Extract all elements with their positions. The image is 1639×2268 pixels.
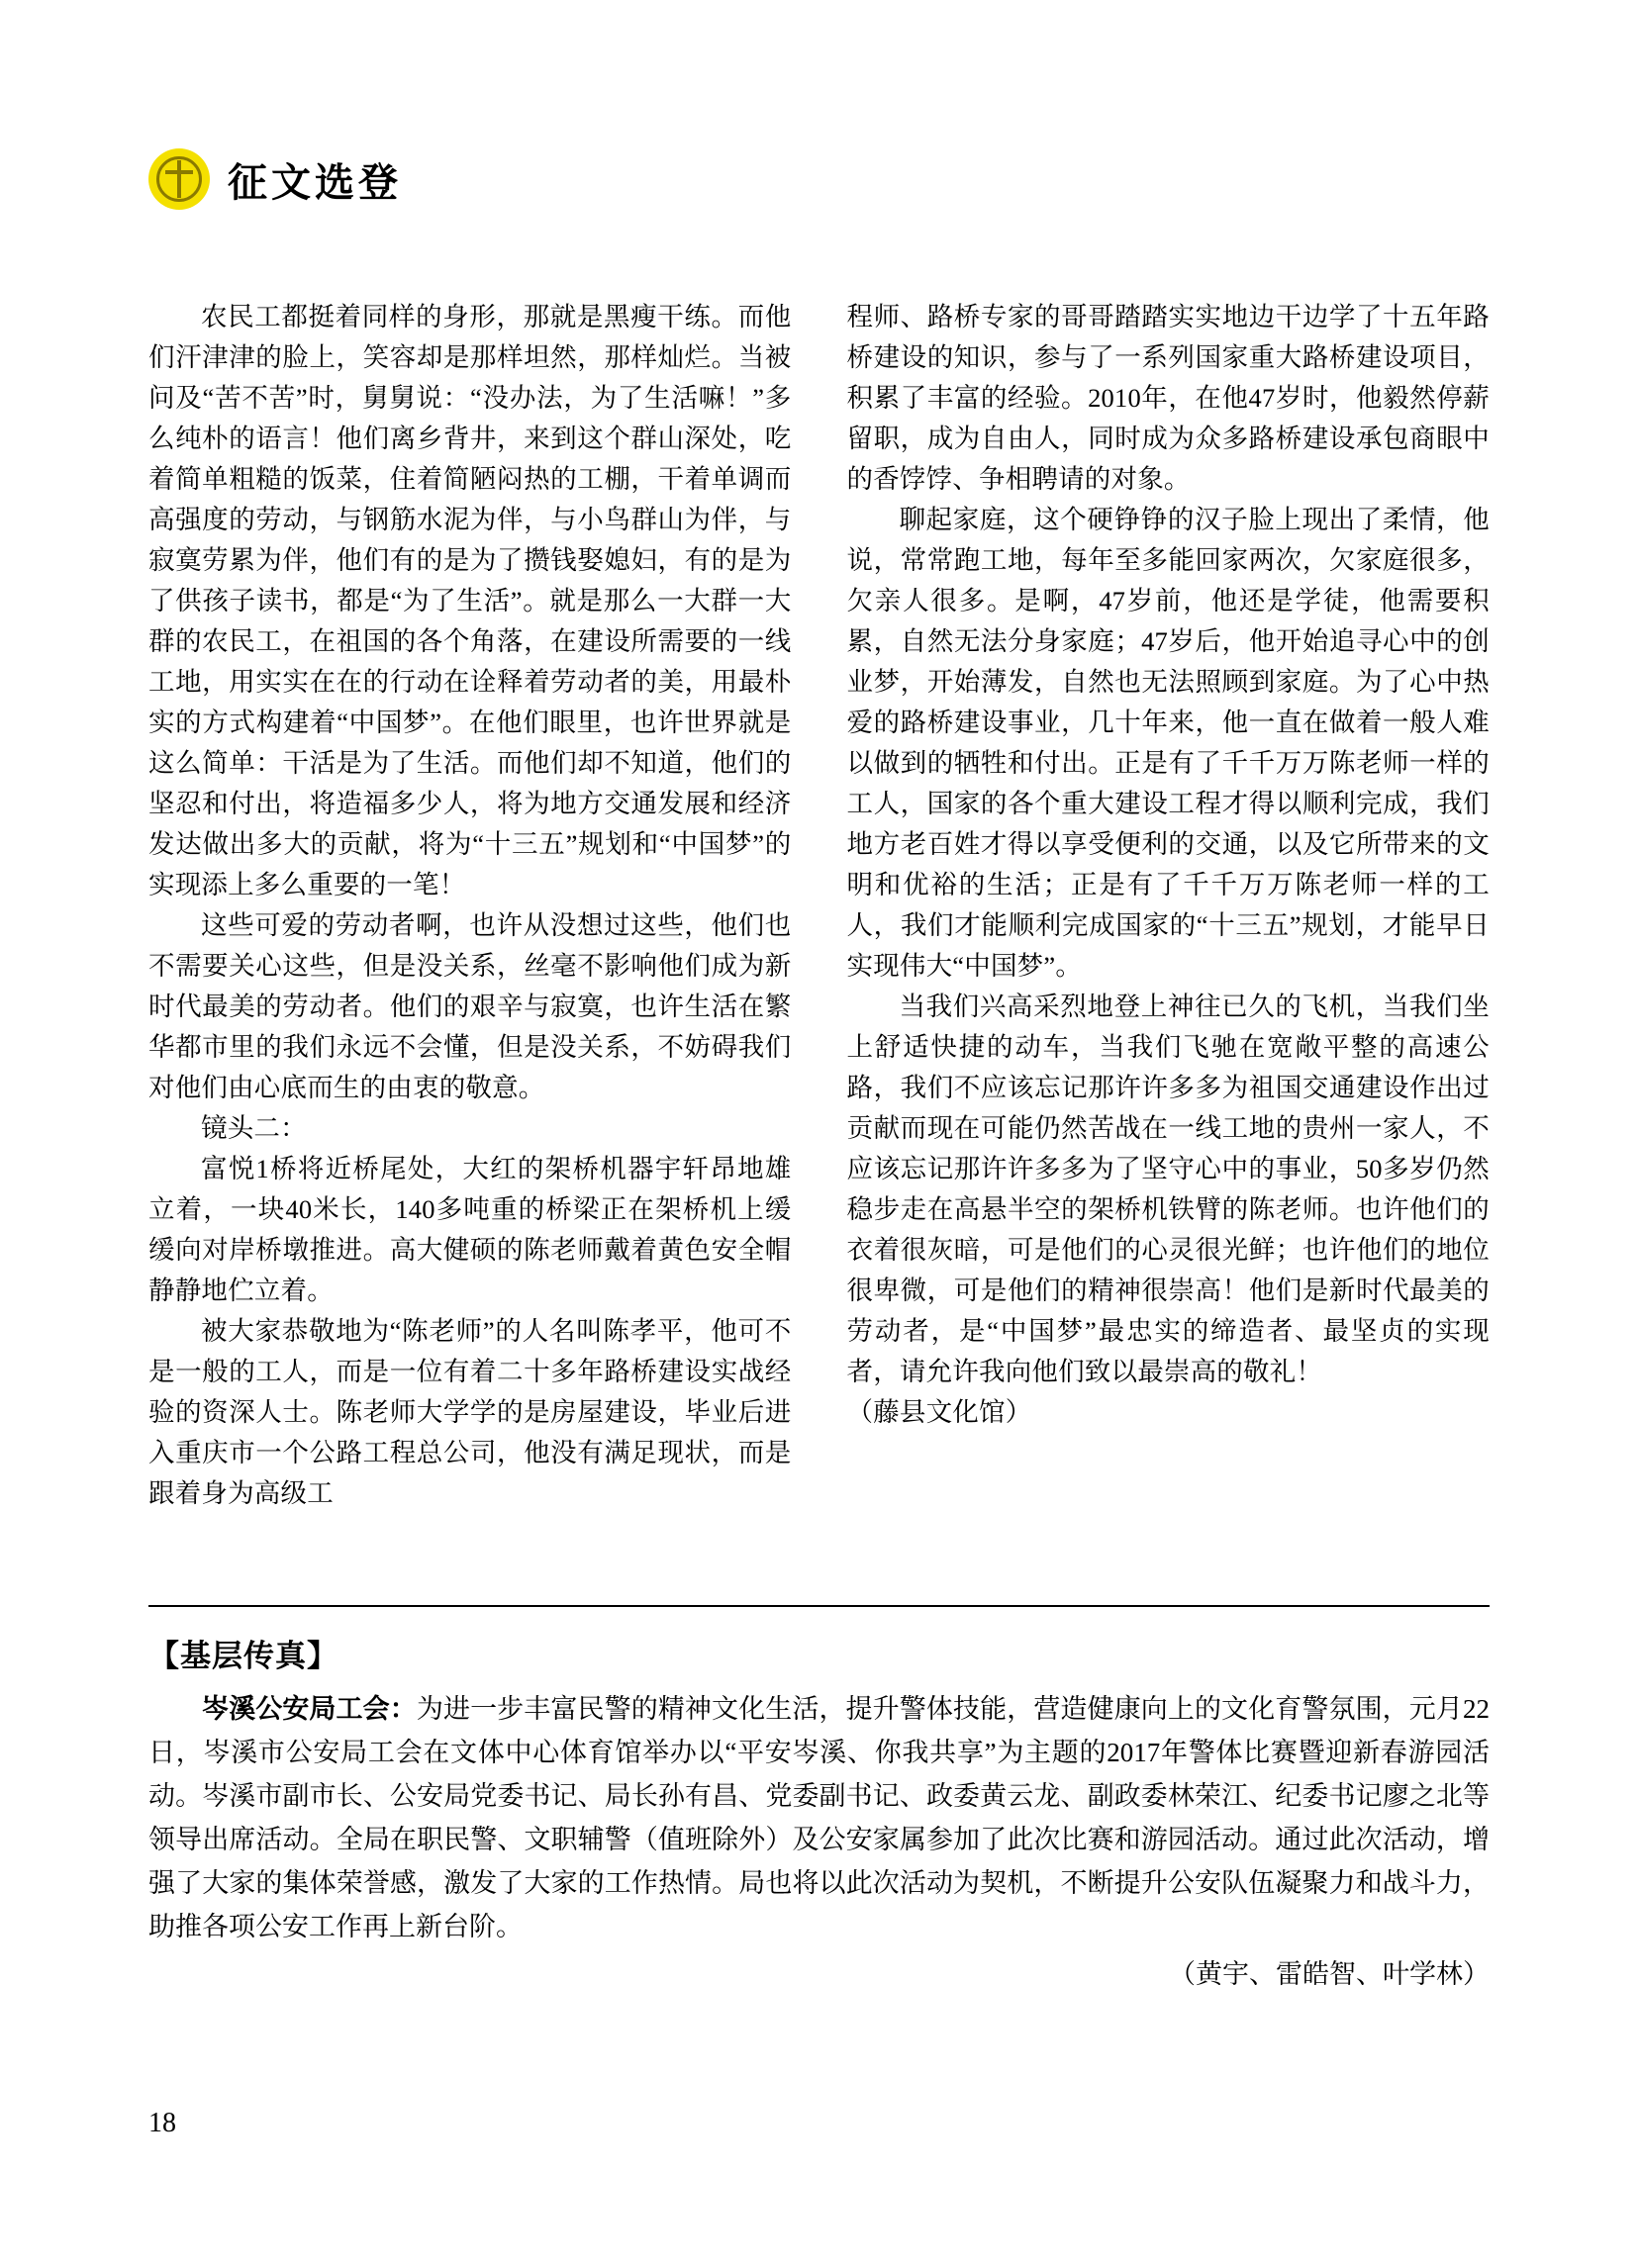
- paragraph: 聊起家庭，这个硬铮铮的汉子脸上现出了柔情，他说，常常跑工地，每年至多能回家两次，欠家庭很多，欠亲人很多。是啊，47岁前，他还是学徒，他需要积累，自然无法分身家庭；47岁后，他开始追寻心中的创业梦，开始薄发，自然也无法照顾到家庭。为了心中热爱的路桥建设事业，几十年来，他一直在做着一般人难以做到的牺牲和付出。正是有了千千万万陈老师一样的工人，国家的各个重大建设工程才得以顺利完成，我们地方老百姓才得以享受便利的交通，以及它所带来的文明和优裕的生活；正是有了千千万万陈老师一样的工人，我们才能顺利完成国家的“十三五”规划，才能早日实现伟大“中国梦”。: [846, 505, 1490, 981]
- paragraph: 被大家恭敬地为“陈老师”的人名叫陈孝平，他可不是一般的工人，而是一位有着二十多年路桥建设实战经验的资深人士。陈老师大学学的是房屋建设，毕业后进入重庆市一个公路工程总公司，他没有满足现状，而是跟着身为高级工: [148, 1316, 792, 1508]
- coin-emblem-icon: [148, 148, 210, 210]
- left-column: [148, 297, 792, 1514]
- paragraph: 当我们兴高采烈地登上神往已久的飞机，当我们坐上舒适快捷的动车，当我们飞驰在宽敞平整的高速公路，我们不应该忘记那许许多多为祖国交通建设作出过贡献而现在可能仍然苦战在一线工地的贵州一家人，不应该忘记那许许多多为了坚守心中的事业，50多岁仍然稳步走在高悬半空的架桥机铁臂的陈老师。也许他们的衣着很灰暗，可是他们的心灵很光鲜；也许他们的地位很卑微，可是他们的精神很崇高！他们是新时代最美的劳动者，是“中国梦”最忠实的缔造者、最坚贞的实现者，请允许我向他们致以最崇高的敬礼！: [846, 992, 1490, 1386]
- paragraph: 农民工都挺着同样的身形，那就是黑瘦干练。而他们汗津津的脸上，笑容却是那样坦然，那样灿烂。当被问及“苦不苦”时，舅舅说：“没办法，为了生活嘛！”多么纯朴的语言！他们离乡背井，来到这个群山深处，吃着简单粗糙的饭菜，住着简陋闷热的工棚，干着单调而高强度的劳动，与钢筋水泥为伴，与小鸟群山为伴，与寂寞劳累为伴，他们有的是为了攒钱娶媳妇，有的是为了供孩子读书，都是“为了生活”。就是那么一大群一大群的农民工，在祖国的各个角落，在建设所需要的一线工地，用实实在在的行动在诠释着劳动者的美，用最朴实的方式构建着“中国梦”。在他们眼里，也许世界就是这么简单：干活是为了生活。而他们却不知道，他们的坚忍和付出，将造福多少人，将为地方交通发展和经济发达做出多大的贡献，将为“十三五”规划和“中国梦”的实现添上多么重要的一笔！: [148, 302, 792, 899]
- article-signature: （藤县文化馆）: [846, 1397, 1032, 1427]
- paragraph: 程师、路桥专家的哥哥踏踏实实地边干边学了十五年路桥建设的知识，参与了一系列国家重大路桥建设项目，积累了丰富的经验。2010年，在他47岁时，他毅然停薪留职，成为自由人，同时成为众多路桥建设承包商眼中的香饽饽、争相聘请的对象。: [846, 302, 1490, 494]
- bottom-section-signature: （黄宇、雷皓智、叶学林）: [1169, 1959, 1490, 1989]
- bottom-section-text: 为进一步丰富民警的精神文化生活，提升警体技能，营造健康向上的文化育警氛围，元月22日，岑溪市公安局工会在文体中心体育馆举办以“平安岑溪、你我共享”为主题的2017年警体比赛暨迎新春游园活动。岑溪市副市长、公安局党委书记、局长孙有昌、党委副书记、政委黄云龙、副政委林荣江、纪委书记廖之北等领导出席活动。全局在职民警、文职辅警（值班除外）及公安家属参加了此次比赛和游园活动。通过此次活动，增强了大家的集体荣誉感，激发了大家的工作热情。局也将以此次活动为契机，不断提升公安队伍凝聚力和战斗力，助推各项公安工作再上新台阶。: [148, 1694, 1491, 1941]
- paragraph: 镜头二：: [201, 1113, 307, 1143]
- article-columns: [148, 297, 1490, 1514]
- page-number: 18: [148, 2108, 176, 2138]
- bottom-section-lead: 岑溪公安局工会：: [202, 1694, 417, 1724]
- page-header: [148, 148, 402, 210]
- bottom-section-body: [148, 1687, 1490, 1948]
- right-column: [847, 297, 1491, 1514]
- section-divider: [148, 1605, 1490, 1607]
- paragraph: 这些可爱的劳动者啊，也许从没想过这些，他们也不需要关心这些，但是没关系，丝毫不影响他们成为新时代最美的劳动者。他们的艰辛与寂寞，也许生活在繁华都市里的我们永远不会懂，但是没关系，不妨碍我们对他们由心底而生的由衷的敬意。: [148, 910, 792, 1102]
- paragraph: 富悦1桥将近桥尾处，大红的架桥机器宇轩昂地雄立着，一块40米长，140多吨重的桥梁正在架桥机上缓缓向对岸桥墩推进。高大健硕的陈老师戴着黄色安全帽静静地伫立着。: [148, 1154, 792, 1305]
- grassroots-news-section: [148, 1631, 1490, 2000]
- section-title: 征文选登: [228, 158, 402, 206]
- bottom-section-title: 【基层传真】: [148, 1639, 338, 1674]
